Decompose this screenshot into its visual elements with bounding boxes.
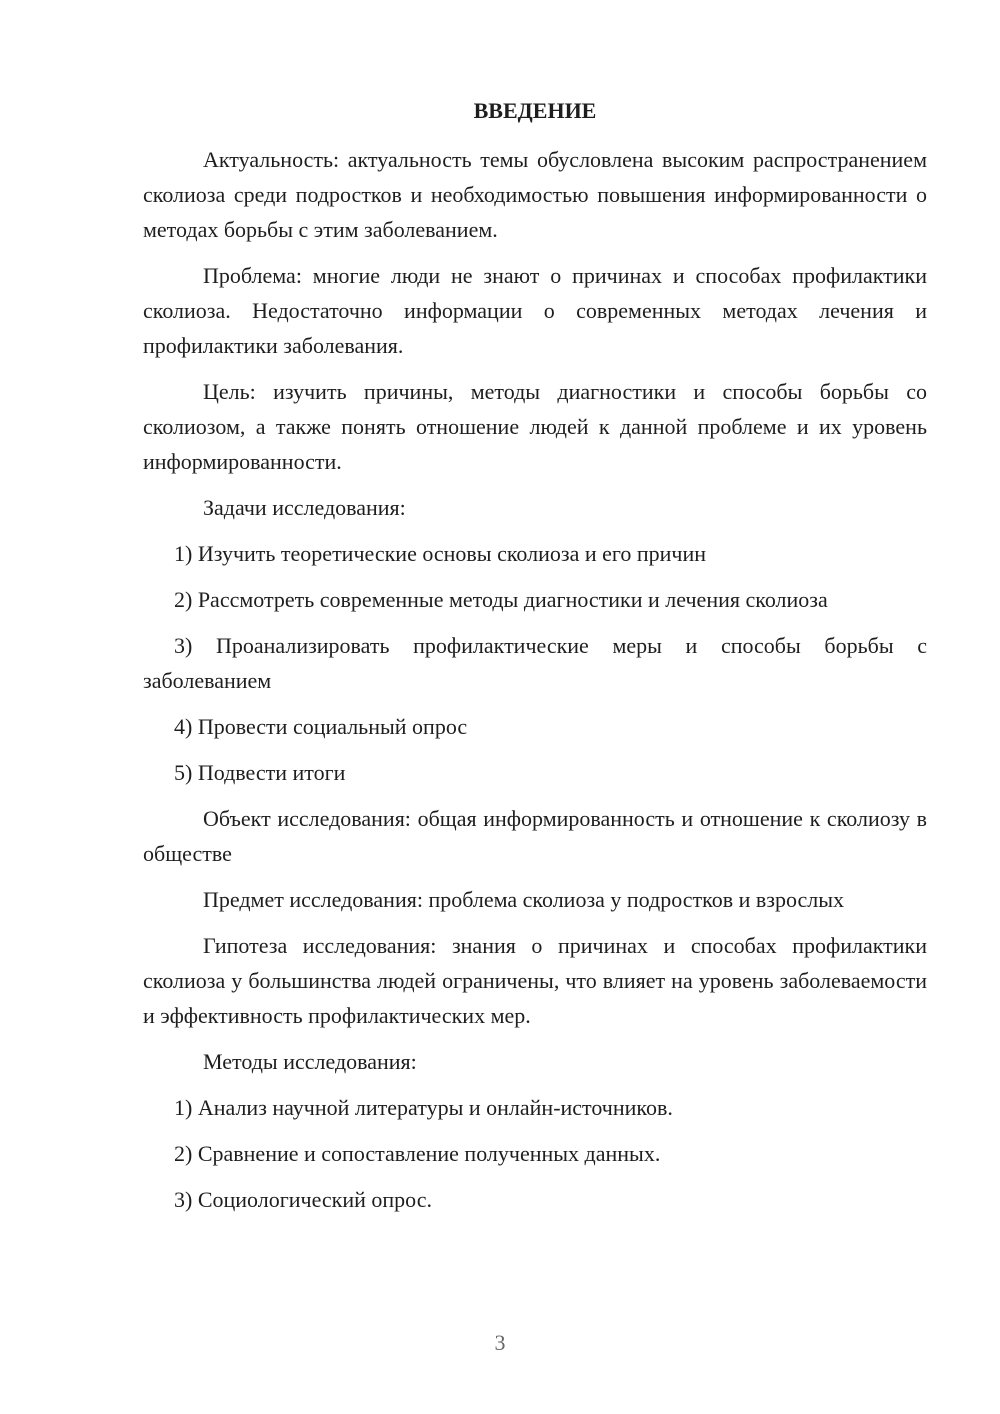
goal-paragraph: Цель: изучить причины, методы диагностики и способы борьбы со сколиозом, а также понять отношение людей к данной проблеме и их уровень информированности. bbox=[143, 379, 927, 474]
task-item: 3) Проанализировать профилактические меры и способы борьбы с заболеванием bbox=[143, 633, 927, 693]
subject-paragraph: Предмет исследования: проблема сколиоза у подростков и взрослых bbox=[203, 887, 845, 912]
document-page bbox=[143, 96, 927, 1228]
methods-heading: Методы исследования: bbox=[203, 1049, 417, 1074]
object-paragraph: Объект исследования: общая информированность и отношение к сколиозу в обществе bbox=[143, 806, 927, 866]
relevance-paragraph: Актуальность: актуальность темы обусловлена высоким распространением сколиоза среди подростков и необходимостью повышения информированности о методах борьбы с этим заболеванием. bbox=[143, 147, 927, 242]
method-item: 3) Социологический опрос. bbox=[174, 1187, 432, 1212]
section-title: ВВЕДЕНИЕ bbox=[473, 98, 597, 123]
task-item: 2) Рассмотреть современные методы диагностики и лечения сколиоза bbox=[174, 587, 828, 612]
method-item: 1) Анализ научной литературы и онлайн-источников. bbox=[174, 1095, 673, 1120]
task-item: 5) Подвести итоги bbox=[174, 760, 346, 785]
page-number: 3 bbox=[494, 1330, 506, 1355]
method-item: 2) Сравнение и сопоставление полученных данных. bbox=[174, 1141, 661, 1166]
problem-paragraph: Проблема: многие люди не знают о причинах и способах профилактики сколиоза. Недостаточно информации о современных методах лечения и профилактики заболевания. bbox=[143, 263, 927, 358]
tasks-heading: Задачи исследования: bbox=[203, 495, 406, 520]
task-item: 4) Провести социальный опрос bbox=[174, 714, 468, 739]
hypothesis-paragraph: Гипотеза исследования: знания о причинах и способах профилактики сколиоза у большинства людей ограничены, что влияет на уровень заболеваемости и эффективность профилактических мер. bbox=[143, 933, 927, 1028]
task-item: 1) Изучить теоретические основы сколиоза и его причин bbox=[174, 541, 707, 566]
